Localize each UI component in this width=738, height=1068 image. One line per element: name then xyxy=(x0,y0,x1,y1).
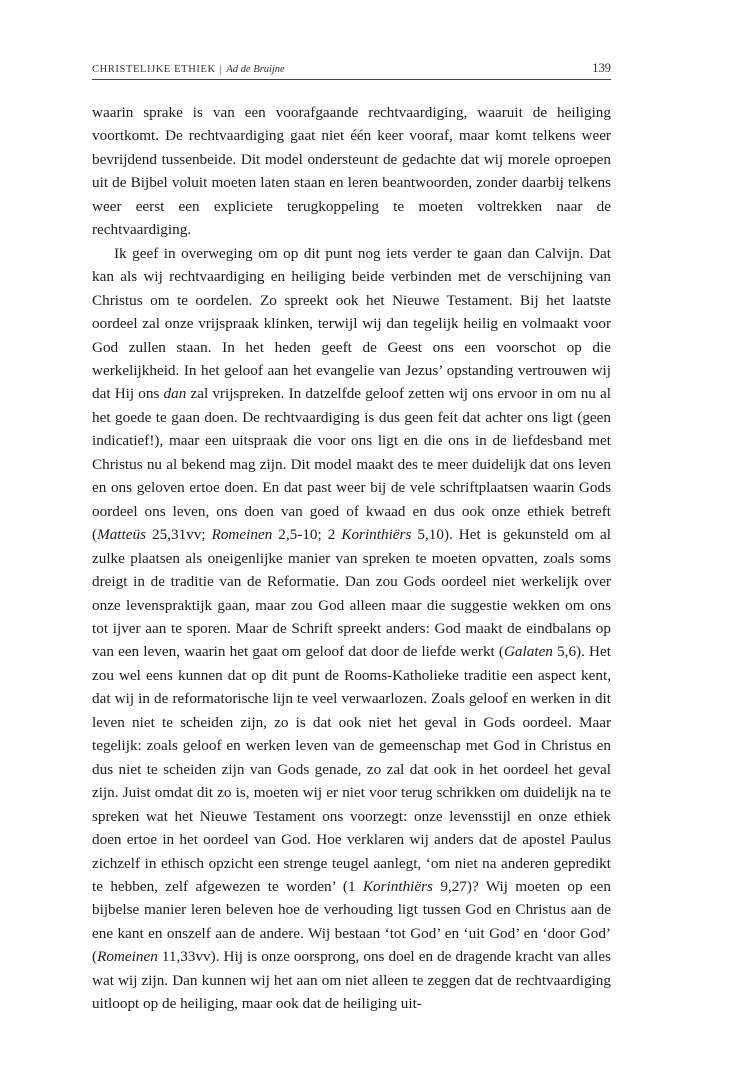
italic-text-run: Matteüs xyxy=(97,526,146,544)
author-name: Ad de Bruijne xyxy=(226,64,285,75)
text-run: 9,27)? Wij moeten op een bijbelse manier leren beleven hoe de verhouding ligt tussen God en Christus aan de ene kant en onszelf aan de andere. Wij bestaan ‘tot God’ en ‘uit God’ en ‘door God’ ( xyxy=(92,877,611,966)
italic-text-run: Galaten xyxy=(503,643,553,661)
text-run: 11,33vv). Hij is onze oorsprong, ons doel en de dragende kracht van alles wat wij zijn. Dan kunnen wij het aan om niet alleen te zeggen dat de rechtvaardiging uitloopt op de heiliging, maar ook dat de heiliging uit- xyxy=(92,948,611,1013)
running-head-left xyxy=(92,64,285,75)
italic-text-run: Korinthiërs xyxy=(362,877,433,895)
header-rule xyxy=(92,79,611,80)
text-run: 25,31vv; xyxy=(146,526,212,544)
page-number: 139 xyxy=(592,61,611,75)
text-run: 2,5-10; 2 xyxy=(272,526,342,544)
italic-text-run: dan xyxy=(163,385,187,403)
text-run: 5,10). Het is gekunsteld om al zulke plaatsen als oneigenlijke manier van spreken te moeten opvatten, zoals soms dreigt in de traditie van de Reformatie. Dan zou Gods oordeel niet werkelijk over onze levenspraktijk gaan, maar zou God alleen maar die suggestie wekken om ons tot ijver aan te sporen. Maar de Schrift spreekt anders: God maakt de eindbalans op van een leven, waarin het gaat om geloof dat door de liefde werkt ( xyxy=(92,526,611,661)
text-run: 5,6). Het zou wel eens kunnen dat op dit punt de Rooms-Katholieke traditie een aspect kent, dat wij in de reformatorische lijn te veel verwaarlozen. Zoals geloof en werken in dit leven niet te scheiden zijn, zo is dat ook niet het geval in Gods oordeel. Maar tegelijk: zoals geloof en werken leven van de gemeenschap met God in Christus en dus niet te scheiden zijn van Gods genade, zo zal dat ook in het oordeel het geval zijn. Juist omdat dit zo is, moeten wij er niet voor terug schrikken om duidelijk na te spreken wat het Nieuwe Testament ons voorzegt: onze levensstijl en onze ethiek doen ertoe in het oordeel van God. Hoe verklaren wij anders dat de apostel Paulus zichzelf in ethisch opzicht een strenge teugel aanlegt, ‘om niet na anderen gepredikt te hebben, zelf afgewezen te worden’ (1 xyxy=(92,643,611,895)
italic-text-run: Korinthiërs xyxy=(341,526,412,544)
separator: | xyxy=(219,64,223,75)
paragraph xyxy=(92,101,611,242)
text-run: waarin sprake is van een voorafgaande rechtvaardiging, waaruit de heiliging voortkomt. De rechtvaardiging gaat niet één keer vooraf, maar komt telkens weer bevrijdend tussenbeide. Dit model ondersteunt de gedachte dat wij morele oproepen uit de Bijbel voluit moeten laten staan en leren beantwoorden, zonder daarbij telkens weer eerst een expliciete terugkoppeling te moeten voltrekken naar de rechtvaardiging. xyxy=(92,104,611,239)
text-run: Ik geef in overweging om op dit punt nog iets verder te gaan dan Calvijn. Dat kan als wij rechtvaardiging en heiliging beide verbinden met de verschijning van Christus om te oordelen. Zo spreekt ook het Nieuwe Testament. Bij het laatste oordeel zal onze vrijspraak klinken, terwijl wij dan tegelijk heilig en volmaakt voor God zullen staan. In het heden geeft de Geest ons een voorschot op die werkelijkheid. In het geloof aan het evangelie van Jezus’ opstanding vertrouwen wij dat Hij ons xyxy=(92,244,611,403)
text-run: zal vrijspreken. In datzelfde geloof zetten wij ons ervoor in om nu al het goede te gaan doen. De rechtvaardiging is dus geen feit dat achter ons ligt (geen indicatief!), maar een uitspraak die voor ons ligt en die ons in de liefdesband met Christus nu al bekend mag zijn. Dit model maakt des te meer duidelijk dat ons leven en ons geloven ertoe doen. En dat past weer bij de vele schriftplaatsen waarin Gods oordeel ons leven, ons doen van goed of kwaad en dus ook onze ethiek betreft ( xyxy=(92,385,612,544)
italic-text-run: Romeinen xyxy=(211,526,273,544)
running-head xyxy=(92,61,611,76)
body-text xyxy=(92,101,611,1016)
paragraph xyxy=(92,242,611,1016)
series-title: CHRISTELIJKE ETHIEK xyxy=(92,64,216,75)
italic-text-run: Romeinen xyxy=(97,948,158,966)
